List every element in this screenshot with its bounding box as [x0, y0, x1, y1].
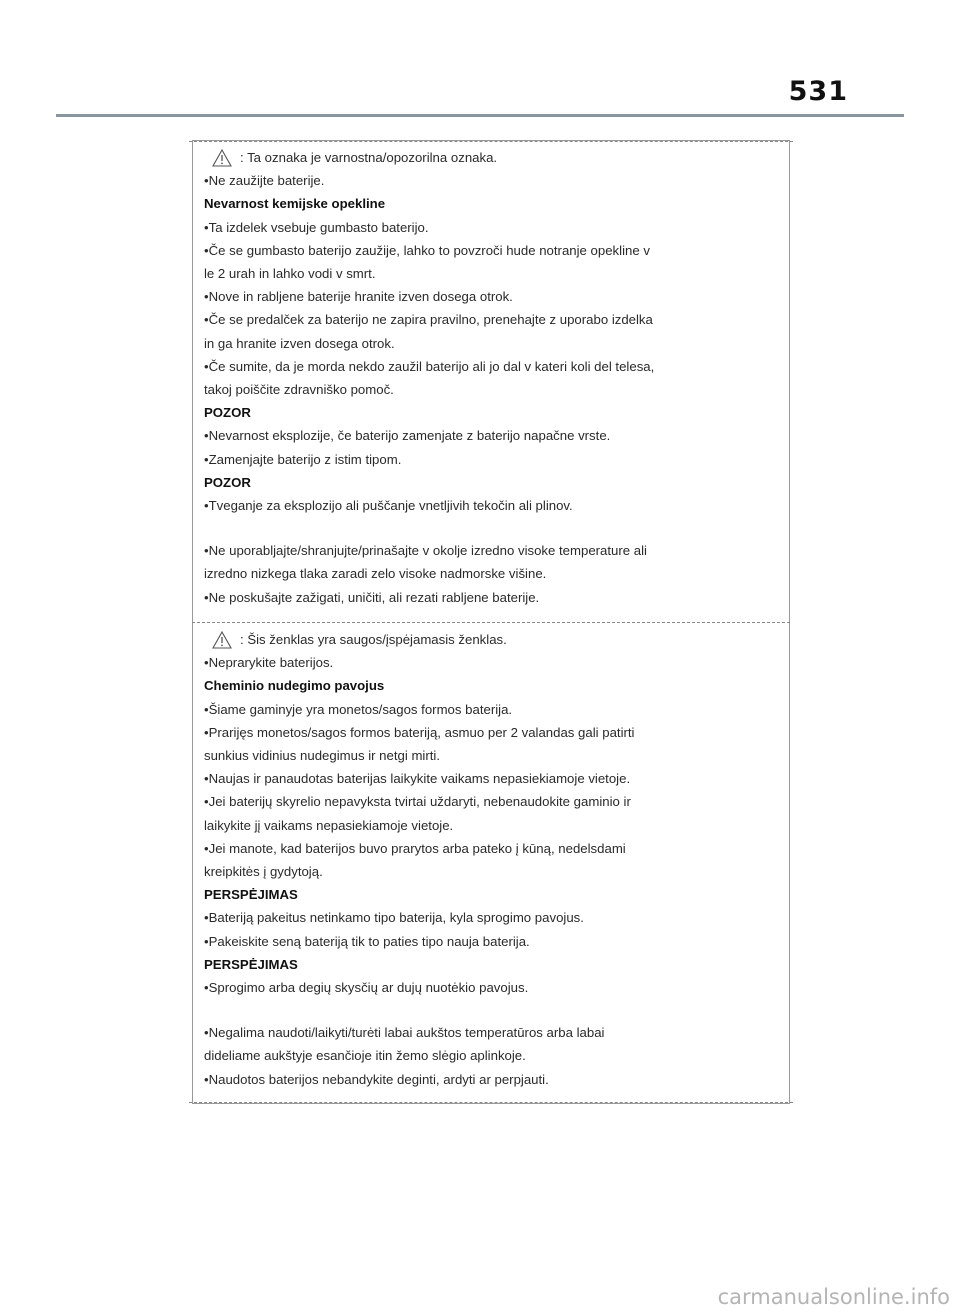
slovenian-warning-section	[204, 146, 770, 609]
text-line: •Jei manote, kad baterijos buvo prarytos arba pateko į kūną, nedelsdami	[204, 840, 626, 856]
text-line: •Če se predalček za baterijo ne zapira pravilno, prenehajte z uporabo izdelka	[204, 312, 653, 328]
warning-label-row	[204, 146, 770, 169]
warning-label-text: : Šis ženklas yra saugos/įspėjamasis ženklas.	[240, 632, 507, 647]
warning-label-text: : Ta oznaka je varnostna/opozorilna oznaka.	[240, 150, 498, 165]
text-line: •Ne uporabljajte/shranjujte/prinašajte v okolje izredno visoke temperature ali	[204, 543, 647, 559]
text-line: •Pakeiskite seną bateriją tik to paties tipo nauja baterija.	[204, 933, 530, 949]
text-line: sunkius vidinius nudegimus ir netgi mirti.	[204, 748, 441, 764]
text-line: •Nevarnost eksplozije, če baterijo zamenjate z baterijo napačne vrste.	[204, 428, 611, 444]
page-number: 531	[788, 76, 848, 107]
text-line: •Bateriją pakeitus netinkamo tipo baterija, kyla sprogimo pavojus.	[204, 910, 584, 926]
text-line: laikykite jį vaikams nepasiekiamoje vietoje.	[204, 817, 454, 833]
text-line: •Nove in rabljene baterije hranite izven dosega otrok.	[204, 289, 513, 305]
section-heading: Cheminio nudegimo pavojus	[204, 678, 385, 694]
warning-label-row	[204, 628, 770, 651]
text-line: •Negalima naudoti/laikyti/turėti labai aukštos temperatūros arba labai	[204, 1025, 605, 1041]
text-line: takoj poiščite zdravniško pomoč.	[204, 382, 394, 398]
text-line: •Jei baterijų skyrelio nepavyksta tvirtai uždaryti, nebenaudokite gaminio ir	[204, 794, 631, 810]
section-divider	[192, 622, 790, 623]
text-line: in ga hranite izven dosega otrok.	[204, 335, 395, 351]
text-line: •Sprogimo arba degių skysčių ar dujų nuotėkio pavojus.	[204, 980, 529, 996]
text-line: •Tveganje za eksplozijo ali puščanje vnetljivih tekočin ali plinov.	[204, 498, 573, 514]
text-line: •Ta izdelek vsebuje gumbasto baterijo.	[204, 219, 429, 235]
text-line: izredno nizkega tlaka zaradi zelo visoke nadmorske višine.	[204, 566, 547, 582]
warning-triangle-icon	[212, 149, 232, 167]
box-bottom-edge	[189, 1102, 793, 1103]
warning-triangle-icon	[212, 631, 232, 649]
text-line: •Ne poskušajte zažigati, uničiti, ali rezati rabljene baterije.	[204, 589, 540, 605]
box-top-edge	[189, 141, 793, 142]
text-line: •Naujas ir panaudotas baterijas laikykite vaikams nepasiekiamoje vietoje.	[204, 771, 631, 787]
lithuanian-warning-section	[204, 628, 770, 1091]
text-line: •Šiame gaminyje yra monetos/sagos formos baterija.	[204, 701, 513, 717]
caution-heading: POZOR	[204, 405, 251, 421]
text-line: kreipkitės į gydytoją.	[204, 864, 323, 880]
text-line: •Ne zaužijte baterije.	[204, 173, 325, 189]
watermark: carmanualsonline.info	[717, 1285, 950, 1309]
text-line: •Če sumite, da je morda nekdo zaužil baterijo ali jo dal v kateri koli del telesa,	[204, 358, 655, 374]
caution-heading: PERSPĖJIMAS	[204, 956, 298, 972]
header-rule	[56, 114, 904, 117]
text-line: •Prarijęs monetos/sagos formos bateriją, asmuo per 2 valandas gali patirti	[204, 724, 635, 740]
caution-heading: POZOR	[204, 474, 251, 490]
section-heading: Nevarnost kemijske opekline	[204, 196, 386, 212]
caution-heading: PERSPĖJIMAS	[204, 887, 298, 903]
text-line: •Neprarykite baterijos.	[204, 655, 334, 671]
text-line: •Zamenjajte baterijo z istim tipom.	[204, 451, 402, 467]
text-line: •Če se gumbasto baterijo zaužije, lahko to povzroči hude notranje opekline v	[204, 242, 650, 258]
text-line: le 2 urah in lahko vodi v smrt.	[204, 266, 376, 282]
text-line: dideliame aukštyje esančioje itin žemo slėgio aplinkoje.	[204, 1048, 526, 1064]
text-line: •Naudotos baterijos nebandykite deginti, ardyti ar perpjauti.	[204, 1071, 549, 1087]
